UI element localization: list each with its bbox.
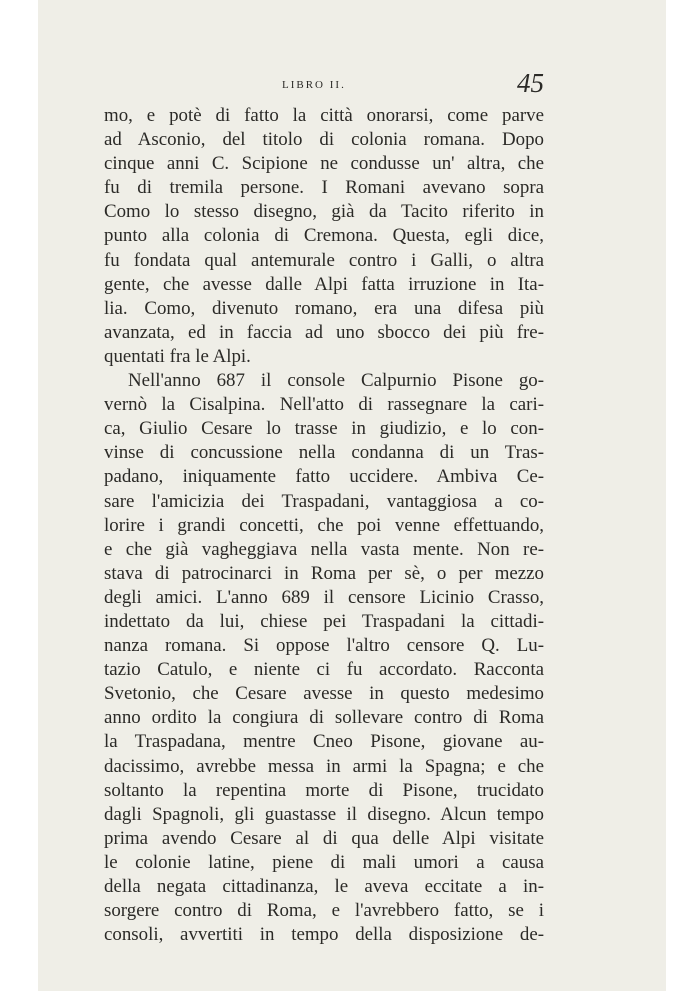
text-line: lia. Como, divenuto romano, era una difesa più — [104, 297, 544, 319]
page-header — [104, 70, 544, 102]
text-line: ca, Giulio Cesare lo trasse in giudizio, e lo con- — [104, 418, 544, 440]
text-line: dagli Spagnoli, gli guastasse il disegno. Alcun tempo — [104, 803, 544, 825]
text-line: padano, iniquamente fatto uccidere. Ambiva Ce- — [104, 466, 544, 488]
text-line: sare l'amicizia dei Traspadani, vantaggiosa a co- — [104, 490, 544, 512]
text-line: mo, e potè di fatto la città onorarsi, come parve — [104, 105, 544, 126]
text-line: Svetonio, che Cesare avesse in questo medesimo — [104, 683, 544, 705]
text-line: stava di patrocinarci in Roma per sè, o per mezzo — [104, 562, 544, 584]
text-line: fu fondata qual antemurale contro i Galli, o altra — [104, 249, 544, 271]
text-line: anno ordito la congiura di sollevare contro di Roma — [104, 707, 544, 729]
text-line: punto alla colonia di Cremona. Questa, egli dice, — [104, 225, 544, 247]
text-line: cinque anni C. Scipione ne condusse un' altra, che — [104, 153, 544, 175]
text-line: vinse di concussione nella condanna di un Tras- — [104, 442, 544, 464]
text-line: consoli, avvertiti in tempo della disposizione de- — [104, 924, 544, 946]
text-line: prima avendo Cesare al di qua delle Alpi visitate — [104, 827, 544, 849]
body-text — [104, 104, 544, 947]
text-line: lorire i grandi concetti, che poi venne effettuando, — [104, 514, 544, 536]
running-head: LIBRO II. — [282, 79, 346, 91]
text-line: sorgere contro di Roma, e l'avrebbero fatto, se i — [104, 900, 544, 922]
text-line: vernò la Cisalpina. Nell'atto di rassegnare la cari- — [104, 394, 544, 416]
text-line: e che già vagheggiava nella vasta mente. Non re- — [104, 538, 544, 560]
text-line: indettato da lui, chiese pei Traspadani la cittadi- — [104, 610, 544, 632]
text-line: degli amici. L'anno 689 il censore Licinio Crasso, — [104, 586, 544, 608]
text-line: ad Asconio, del titolo di colonia romana. Dopo — [104, 129, 544, 151]
text-line: nanza romana. Si oppose l'altro censore Q. Lu- — [104, 635, 544, 657]
text-line: gente, che avesse dalle Alpi fatta irruzione in Ita- — [104, 273, 544, 295]
text-line: soltanto la repentina morte di Pisone, trucidato — [104, 779, 544, 801]
text-line: le colonie latine, piene di mali umori a causa — [104, 851, 544, 873]
text-line: fu di tremila persone. I Romani avevano sopra — [104, 177, 544, 199]
text-line: Como lo stesso disegno, già da Tacito riferito in — [104, 201, 544, 223]
text-line: della negata cittadinanza, le aveva eccitate a in- — [104, 876, 544, 897]
paragraph-start-line: Nell'anno 687 il console Calpurnio Pisone go- — [128, 370, 544, 392]
page-number: 45 — [517, 68, 544, 98]
text-line: la Traspadana, mentre Cneo Pisone, giovane au- — [104, 731, 544, 753]
text-line: dacissimo, avrebbe messa in armi la Spagna; e che — [104, 755, 544, 777]
text-line: tazio Catulo, e niente ci fu accordato. Racconta — [104, 659, 544, 681]
paragraph-end-line: quentati fra le Alpi. — [104, 345, 251, 367]
text-line: avanzata, ed in faccia ad uno sbocco dei più fre- — [104, 321, 544, 343]
